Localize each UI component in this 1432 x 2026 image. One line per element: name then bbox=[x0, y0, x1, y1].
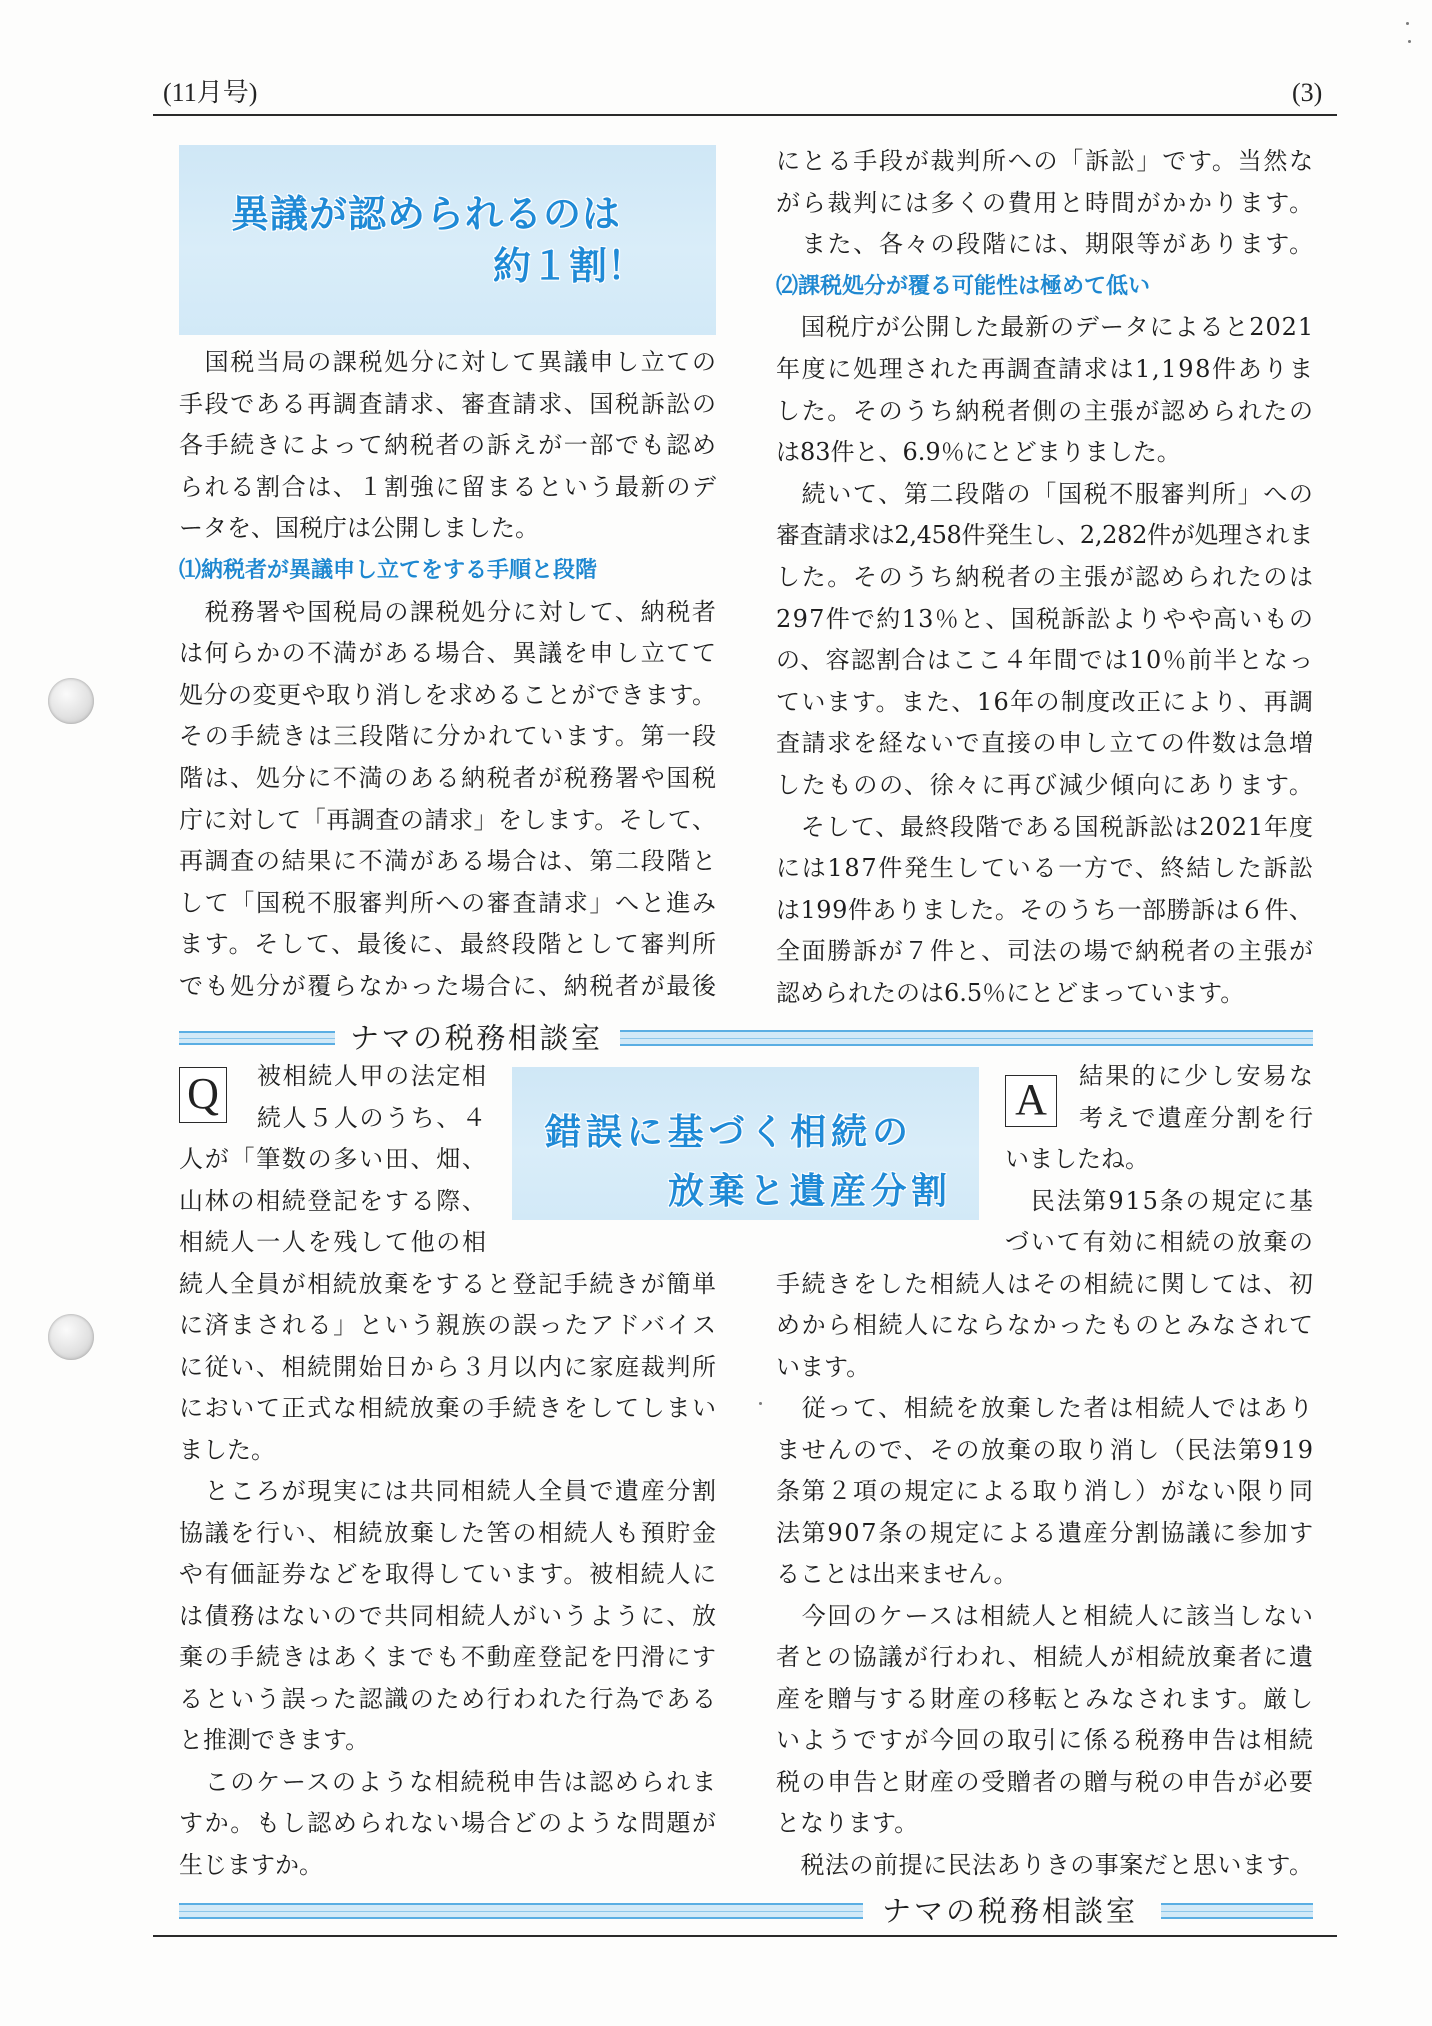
body-text-line: 審査請求は2,458件発生し、2,282件が処理されま bbox=[776, 521, 1313, 550]
body-text-line: は83件と、6.9％にとどまりました。 bbox=[776, 438, 1181, 467]
body-text-line: 手段である再調査請求、審査請求、国税訴訟の bbox=[179, 389, 718, 418]
question-text-line: ました。 bbox=[179, 1435, 275, 1464]
question-text-line: 続人５人のうち、４ bbox=[257, 1103, 488, 1132]
body-text-line: でも処分が覆らなかった場合に、納税者が最後 bbox=[179, 971, 718, 1000]
question-text-line: 棄の手続きはあくまでも不動産登記を円滑にす bbox=[179, 1643, 718, 1671]
answer-text-line: ませんので、その放棄の取り消し（民法第919 bbox=[776, 1435, 1315, 1464]
body-text-line: 各手続きによって納税者の訴えが一部でも認め bbox=[179, 431, 718, 460]
body-text-line: は何らかの不満がある場合、異議を申し立てて bbox=[179, 639, 718, 668]
scan-speck bbox=[759, 1402, 762, 1405]
answer-text-line: 考えで遺産分割を行 bbox=[1079, 1103, 1316, 1132]
question-text-line: に済まされる」という親族の誤ったアドバイス bbox=[179, 1311, 718, 1339]
question-text-line: るという誤った認識のため行われた行為である bbox=[179, 1684, 718, 1713]
body-text-line: 年度に処理された再調査請求は1,198件ありま bbox=[776, 354, 1315, 383]
body-text-line: そして、最終段階である国税訴訟は2021年度 bbox=[776, 812, 1314, 841]
body-text-line: した。そのうち納税者の主張が認められたのは bbox=[776, 562, 1315, 591]
body-text-line: ます。そして、最後に、最終段階として審判所 bbox=[179, 930, 718, 959]
body-text-line: の、容認割合はここ４年間では10％前半となっ bbox=[776, 646, 1315, 675]
body-text-line: 税務署や国税局の課税処分に対して、納税者 bbox=[179, 597, 718, 626]
question-text-line: このケースのような相続税申告は認められま bbox=[179, 1767, 718, 1796]
footer-section-label: ナマの税務相談室 bbox=[882, 1894, 1139, 1928]
body-text-line: また、各々の段階には、期限等があります。 bbox=[776, 230, 1315, 259]
answer-text-line: めから相続人にならなかったものとみなされて bbox=[776, 1311, 1315, 1339]
question-text-line: 生じますか。 bbox=[179, 1850, 323, 1879]
question-text-line: 相続人一人を残して他の相 bbox=[179, 1228, 488, 1256]
body-text-line: 庁に対して「再調査の請求」をします。そして、 bbox=[179, 805, 717, 834]
body-text-line: したものの、徐々に再び減少傾向にあります。 bbox=[776, 770, 1315, 799]
footer-rule bbox=[153, 1935, 1337, 1937]
answer-text-line: 税法の前提に民法ありきの事案だと思います。 bbox=[776, 1850, 1314, 1879]
question-text-line: 人が「筆数の多い田、畑、 bbox=[179, 1145, 488, 1173]
section-label-band bbox=[620, 1030, 1313, 1046]
body-text-line: 処分の変更や取り消しを求めることができます。 bbox=[179, 680, 717, 709]
question-text-line: は債務はないので共同相続人がいうように、放 bbox=[179, 1601, 718, 1630]
answer-column bbox=[776, 1056, 1316, 1886]
body-text-line: 全面勝訴が７件と、司法の場で納税者の主張が bbox=[776, 937, 1315, 966]
answer-text-line: います。 bbox=[776, 1352, 871, 1381]
body-text-line: 階は、処分に不満のある納税者が税務署や国税 bbox=[179, 763, 718, 792]
body-text-line: 認められたのは6.5％にとどまっています。 bbox=[776, 978, 1245, 1007]
section-heading: ⑴納税者が異議申し立てをする手順と段階 bbox=[179, 557, 598, 583]
body-text-line: その手続きは三段階に分かれています。第一段 bbox=[179, 722, 718, 751]
scan-speck bbox=[1408, 40, 1411, 43]
answer-text-line: いましたね。 bbox=[1005, 1145, 1149, 1173]
answer-text-line: 産を贈与する財産の移転とみなされます。厳し bbox=[776, 1684, 1315, 1713]
body-text-line: 国税庁が公開した最新のデータによると2021 bbox=[776, 313, 1315, 342]
question-text-line: において正式な相続放棄の手続きをしてしまい bbox=[179, 1394, 718, 1422]
answer-text-line: 者との協議が行われ、相続人が相続放棄者に遺 bbox=[776, 1643, 1315, 1671]
question-text-line: 協議を行い、相続放棄した筈の相続人も預貯金 bbox=[179, 1518, 718, 1547]
question-column bbox=[179, 1056, 716, 1886]
body-text-line: 297件で約13％と、国税訴訟よりやや高いもの bbox=[776, 604, 1315, 633]
body-text-line: ータを、国税庁は公開しました。 bbox=[179, 514, 539, 543]
body-text-line: ています。また、16年の制度改正により、再調 bbox=[776, 687, 1315, 716]
issue-label: (11月号) bbox=[163, 78, 258, 107]
body-text-line: 続いて、第二段階の「国税不服審判所」への bbox=[776, 479, 1315, 508]
body-text-line: 再調査の結果に不満がある場合は、第二段階と bbox=[179, 847, 718, 876]
question-text-line: すか。もし認められない場合どのような問題が bbox=[179, 1809, 718, 1837]
article-left-column bbox=[179, 342, 716, 1008]
answer-text-line: 条第２項の規定による取り消し）がない限り同 bbox=[776, 1477, 1315, 1505]
article-right-column bbox=[776, 141, 1313, 1014]
footer-label-band bbox=[179, 1903, 863, 1919]
answer-text-line: となります。 bbox=[776, 1809, 919, 1837]
answer-mark-box: A bbox=[1005, 1075, 1057, 1127]
body-text-line: には187件発生している一方で、終結した訴訟 bbox=[776, 854, 1315, 883]
binder-hole bbox=[48, 678, 94, 724]
answer-text-line: 今回のケースは相続人と相続人に該当しない bbox=[776, 1601, 1315, 1630]
answer-text-line: ることは出来ません。 bbox=[776, 1560, 1018, 1588]
question-text-line: 被相続人甲の法定相 bbox=[257, 1062, 488, 1090]
question-text-line: 山林の相続登記をする際、 bbox=[179, 1186, 488, 1215]
section-heading: ⑵課税処分が覆る可能性は極めて低い bbox=[776, 273, 1151, 299]
question-text-line: ところが現実には共同相続人全員で遺産分割 bbox=[179, 1477, 718, 1505]
scan-speck bbox=[1406, 22, 1409, 25]
body-text-line: は199件ありました。そのうち一部勝訴は６件、 bbox=[776, 895, 1314, 924]
section-label: ナマの税務相談室 bbox=[350, 1021, 603, 1055]
question-text-line: 続人全員が相続放棄をすると登記手続きが簡単 bbox=[179, 1269, 718, 1298]
body-text-line: 査請求を経ないで直接の申し立ての件数は急増 bbox=[776, 729, 1315, 758]
consultation-title-line: 錯誤に基づく相続の bbox=[545, 1112, 913, 1153]
answer-text-line: 法第907条の規定による遺産分割協議に参加す bbox=[776, 1518, 1315, 1547]
answer-text-line: 結果的に少し安易な bbox=[1079, 1062, 1316, 1090]
article-title-line: 約１割！ bbox=[492, 244, 645, 288]
article-title-box bbox=[179, 145, 716, 335]
consultation-title-line: 放棄と遺産分割 bbox=[668, 1171, 952, 1212]
body-text-line: がら裁判には多くの費用と時間がかかります。 bbox=[776, 188, 1315, 217]
body-text-line: して「国税不服審判所への審査請求」へと進み bbox=[179, 888, 718, 917]
answer-text-line: 手続きをした相続人はその相続に関しては、初 bbox=[776, 1269, 1315, 1298]
footer-label-band bbox=[1161, 1903, 1313, 1919]
body-text-line: られる割合は、１割強に留まるという最新のデ bbox=[179, 472, 718, 501]
binder-hole bbox=[48, 1314, 94, 1360]
article-title-line: 異議が認められるのは bbox=[231, 192, 622, 236]
body-text-line: 国税当局の課税処分に対して異議申し立ての bbox=[179, 348, 718, 376]
question-text-line: や有価証券などを取得しています。被相続人に bbox=[179, 1560, 718, 1588]
answer-text-line: いようですが今回の取引に係る税務申告は相続 bbox=[776, 1726, 1315, 1754]
answer-text-line: 従って、相続を放棄した者は相続人ではあり bbox=[776, 1394, 1315, 1422]
question-text-line: に従い、相続開始日から３月以内に家庭裁判所 bbox=[179, 1352, 718, 1381]
page-number: (3) bbox=[1292, 78, 1323, 107]
answer-text-line: 税の申告と財産の受贈者の贈与税の申告が必要 bbox=[776, 1767, 1315, 1796]
body-text-line: にとる手段が裁判所への「訴訟」です。当然な bbox=[776, 147, 1315, 175]
section-label-band bbox=[179, 1031, 335, 1045]
answer-text-line: 民法第915条の規定に基 bbox=[1005, 1186, 1315, 1215]
header-rule bbox=[153, 114, 1337, 116]
question-text-line: と推測できます。 bbox=[179, 1726, 370, 1754]
body-text-line: した。そのうち納税者側の主張が認められたの bbox=[776, 396, 1315, 425]
answer-text-line: づいて有効に相続の放棄の bbox=[1005, 1228, 1315, 1256]
question-mark-box: Q bbox=[179, 1067, 227, 1123]
